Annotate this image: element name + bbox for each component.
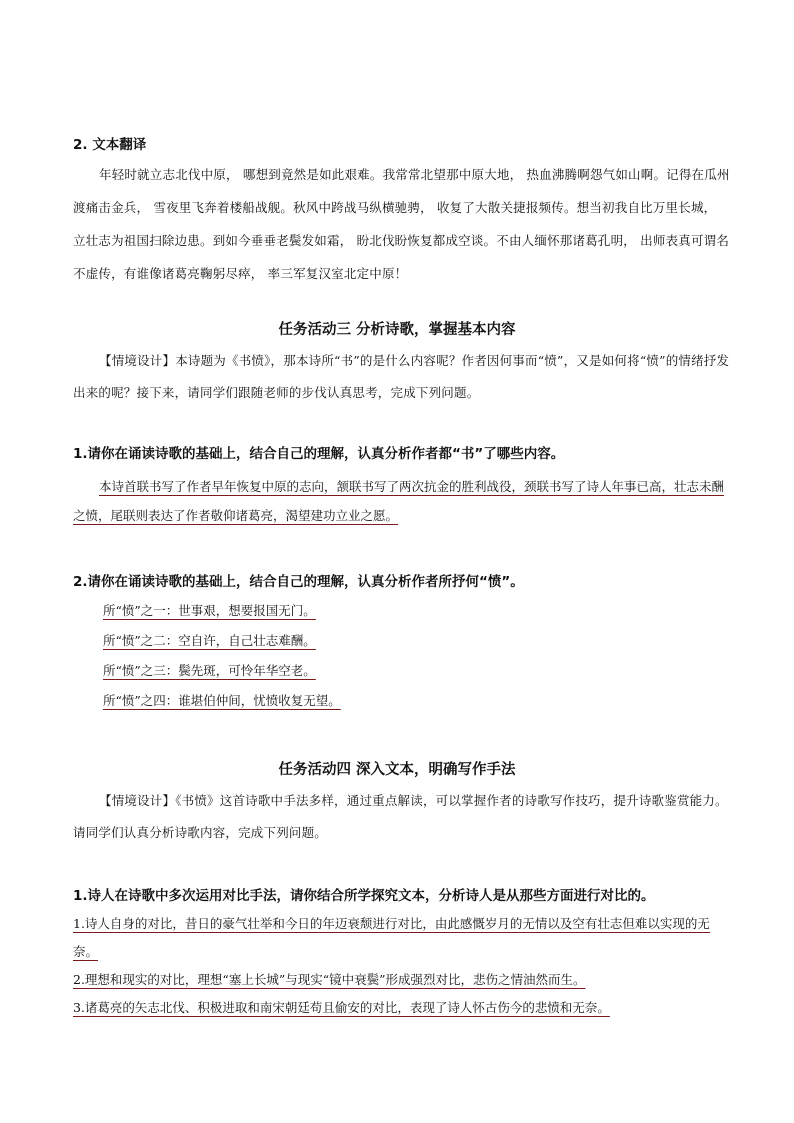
list-item bbox=[103, 596, 733, 626]
activity4-question1 bbox=[73, 884, 733, 904]
list-item bbox=[103, 686, 733, 716]
list-item bbox=[103, 656, 733, 686]
activity3-q1-text: 1.请你在诵读诗歌的基础上，结合自己的理解，认真分析作者都“书”了哪些内容。 bbox=[73, 446, 565, 462]
activity3-a2-item-2: 所“愤”之二：空自许，自己壮志难酬。 bbox=[103, 633, 316, 648]
activity3-title: 任务活动三 分析诗歌，掌握基本内容 bbox=[278, 322, 516, 338]
translation-heading: 2. 文本翻译 bbox=[73, 137, 147, 153]
activity3-question1 bbox=[73, 442, 733, 462]
activity3-question2 bbox=[73, 570, 733, 590]
list-item bbox=[73, 994, 733, 1022]
activity3-intro: 【情境设计】本诗题为《书愤》，那本诗所“书”的是什么内容呢？作者因何事而“愤”，又是如何将“愤”的情绪抒发出来的呢？接下来，请同学们跟随老师的步伐认真思考，完成下列问题。 bbox=[73, 353, 730, 400]
activity3-a1-text bbox=[73, 472, 733, 530]
activity4-a1-item-2: 2.理想和现实的对比，理想“塞上长城”与现实“镜中衰鬓”形成强烈对比，悲伤之情油然而生。 bbox=[73, 972, 586, 987]
activity3-a1-underlined: 本诗首联书写了作者早年恢复中原的志向，颔联书写了两次抗金的胜利战役，颈联书写了诗人年事已高，壮志未酬之愤，尾联则表达了作者敬仰诸葛亮，渴望建功立业之愿。 bbox=[73, 479, 725, 523]
activity4-intro: 【情境设计】《书愤》这首诗歌中手法多样，通过重点解读，可以掌握作者的诗歌写作技巧，提升诗歌鉴赏能力。请同学们认真分析诗歌内容，完成下列问题。 bbox=[73, 793, 728, 840]
activity3-intro-block bbox=[73, 345, 733, 409]
activity3-answer1 bbox=[73, 472, 733, 530]
activity4-answer1-list bbox=[73, 910, 733, 1022]
activity3-a2-item-4: 所“愤”之四：谁堪伯仲间，忧愤收复无望。 bbox=[103, 693, 341, 708]
activity3-a2-item-3: 所“愤”之三：鬓先斑，可怜年华空老。 bbox=[103, 663, 316, 678]
activity4-q1-text: 1.诗人在诗歌中多次运用对比手法，请你结合所学探究文本，分析诗人是从那些方面进行对比的。 bbox=[73, 888, 655, 904]
activity3-a2-item-1: 所“愤”之一：世事艰，想要报国无门。 bbox=[103, 603, 316, 618]
section-translation bbox=[73, 133, 733, 153]
translation-text: 年轻时就立志北伐中原， 哪想到竟然是如此艰难。我常常北望那中原大地， 热血沸腾啊怨气如山啊。记得在瓜州渡痛击金兵， 雪夜里飞奔着楼船战舰。秋风中跨战马纵横驰骋， 收复了大散关捷报频传。想当初我自比万里长城， 立壮志为祖国扫除边患。到如今垂垂老鬓发如霜， 盼北伐盼恢复都成空谈。不由人缅怀那诸葛孔明， 出师表真可谓名不虚传，有谁像诸葛亮鞠躬尽瘁， 率三军复汉室北定中原！ bbox=[73, 167, 730, 281]
list-item bbox=[73, 910, 733, 966]
activity4-a1-item-1: 1.诗人自身的对比，昔日的豪气壮举和今日的年迈衰颓进行对比，由此感慨岁月的无情以及空有壮志但难以实现的无奈。 bbox=[73, 916, 710, 959]
activity4-title: 任务活动四 深入文本，明确写作手法 bbox=[278, 762, 516, 778]
translation-block bbox=[73, 158, 733, 290]
activity3-q2-text: 2.请你在诵读诗歌的基础上，结合自己的理解，认真分析作者所抒何“愤”。 bbox=[73, 574, 524, 590]
activity3-answer2-list bbox=[73, 596, 733, 716]
list-item bbox=[73, 966, 733, 994]
list-item bbox=[103, 626, 733, 656]
activity4-a1-item-3: 3.诸葛亮的矢志北伐、积极进取和南宋朝廷苟且偷安的对比，表现了诗人怀古伤今的悲愤和无奈。 bbox=[73, 1000, 610, 1015]
activity4-intro-block bbox=[73, 785, 733, 849]
